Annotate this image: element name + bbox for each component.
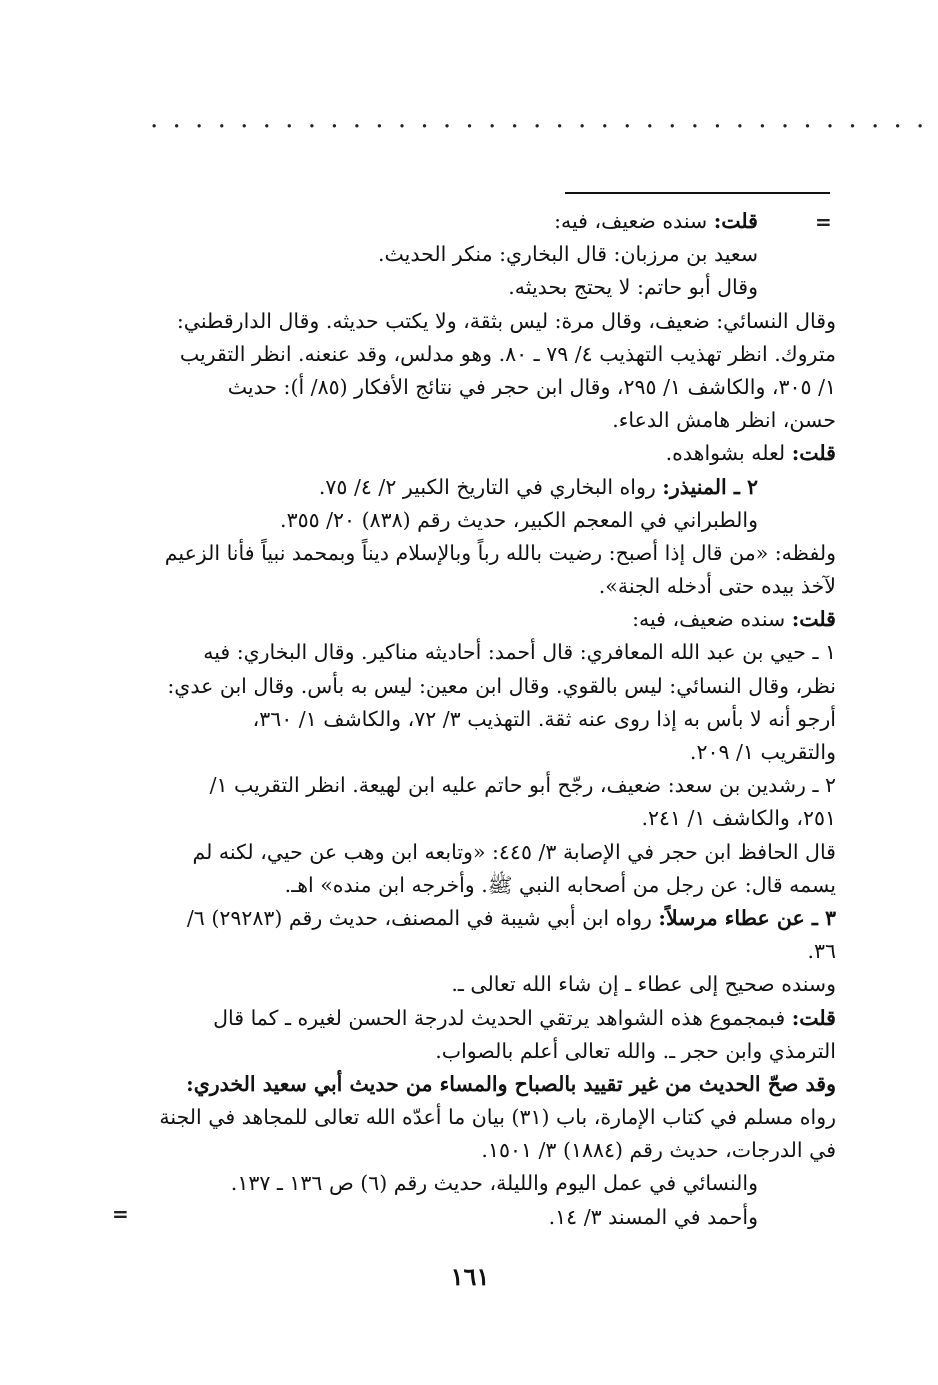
text-line (130, 1101, 836, 1134)
text-line (130, 869, 836, 902)
line-text: أرجو أنه لا بأس به إذا روى عنه ثقة. التهذيب ٣/ ٧٢، والكاشف ١/ ٣٦٠، (252, 706, 836, 731)
line-text: لعله بشواهده. (665, 441, 792, 466)
text-line (130, 1068, 836, 1101)
line-text: ١ ـ حيي بن عبد الله المعافري: قال أحمد: أحاديثه مناكير. وقال البخاري: فيه (203, 640, 836, 665)
text-line (130, 437, 836, 470)
text-line (130, 537, 836, 570)
line-text: سنده ضعيف، فيه: (632, 607, 792, 632)
text-line (130, 769, 836, 802)
text-line (130, 1035, 836, 1068)
text-line (130, 836, 836, 869)
text-line (130, 1002, 836, 1035)
bold-lead: قلت: (713, 209, 758, 233)
line-text: رواه ابن أبي شيبة في المصنف، حديث رقم (٢٩٢٨٣) ٦/ (186, 905, 659, 930)
line-text: رواه مسلم في كتاب الإمارة، باب (٣١) بيان ما أعدّه الله تعالى للمجاهد في الجنة (159, 1105, 836, 1130)
text-line (130, 1167, 836, 1200)
line-text: حسن، انظر هامش الدعاء. (612, 408, 836, 433)
line-text: الترمذي وابن حجر ـ. والله تعالى أعلم بالصواب. (435, 1038, 836, 1063)
text-line (130, 205, 836, 238)
text-line (130, 670, 836, 703)
line-text: رواه البخاري في التاريخ الكبير ٢/ ٤/ ٧٥. (318, 474, 663, 499)
line-text: متروك. انظر تهذيب التهذيب ٤/ ٧٩ ـ ٨٠. وهو مدلس، وقد عنعنه. انظر التقريب (179, 341, 836, 366)
text-line (130, 238, 836, 271)
continuation-mark-bottom: = (112, 1202, 129, 1226)
line-text: وسنده صحيح إلى عطاء ـ إن شاء الله تعالى ـ. (451, 972, 836, 997)
bold-lead: وقد صحّ الحديث من غير تقييد بالصباح والمساء من حديث أبي سعيد الخدري: (186, 1071, 836, 1096)
footnote-separator-rule (565, 192, 830, 194)
text-line (130, 305, 836, 338)
text-line (130, 603, 836, 636)
line-text: في الدرجات، حديث رقم (١٨٨٤) ٣/ ١٥٠١. (481, 1138, 836, 1163)
text-line (130, 703, 836, 736)
line-text: يسمه قال: عن رجل من أصحابه النبي ﷺ. وأخرجه ابن منده» اهـ. (284, 872, 836, 897)
text-line (130, 935, 836, 968)
continuation-mark-top: = (815, 210, 832, 234)
line-text: والنسائي في عمل اليوم والليلة، حديث رقم (٦) ص ١٣٦ ـ ١٣٧. (230, 1171, 758, 1196)
line-text: والتقريب ١/ ٢٠٩. (689, 740, 836, 764)
line-text: لآخذ بيده حتى أدخله الجنة». (598, 574, 836, 599)
line-text: ولفظه: «من قال إذا أصبح: رضيت بالله رباً وبالإسلام ديناً وبمحمد نبياً فأنا الزعيم (164, 540, 836, 565)
line-text: ٢٥١، والكاشف ١/ ٢٤١. (641, 806, 836, 831)
bold-lead: قلت: (791, 1005, 836, 1030)
text-line (130, 968, 836, 1001)
text-line (130, 504, 836, 537)
text-line (130, 736, 836, 769)
footnote-body-text (130, 205, 836, 1234)
line-text: ٣٦. (807, 939, 836, 964)
bold-lead: قلت: (791, 607, 836, 632)
text-line (130, 338, 836, 371)
line-text: وأحمد في المسند ٣/ ١٤. (548, 1204, 758, 1229)
text-line (130, 271, 836, 304)
line-text: ١/ ٣٠٥، والكاشف ١/ ٢٩٥، وقال ابن حجر في نتائج الأفكار (٨٥/ أ): حديث (227, 374, 836, 399)
text-line (130, 371, 836, 404)
line-text: سنده ضعيف، فيه: (554, 209, 714, 233)
header-dotted-rule: . . . . . . . . . . . . . . . . . . . . . . . . . . . . . . . . . . . (150, 104, 928, 134)
line-text: سعيد بن مرزبان: قال البخاري: منكر الحديث. (377, 242, 758, 267)
line-text: نظر، وقال النسائي: ليس بالقوي. وقال ابن معين: ليس به بأس. وقال ابن عدي: (167, 673, 836, 698)
page-number: ١٦١ (450, 1262, 490, 1291)
text-line (130, 471, 836, 504)
line-text: فبمجموع هذه الشواهد يرتقي الحديث لدرجة الحسن لغيره ـ كما قال (213, 1005, 792, 1030)
bold-lead: ٣ ـ عن عطاء مرسلاً: (658, 905, 836, 930)
text-line (130, 802, 836, 835)
text-line (130, 404, 836, 437)
line-text: قال الحافظ ابن حجر في الإصابة ٣/ ٤٤٥: «وتابعه ابن وهب عن حيي، لكنه لم (192, 839, 836, 864)
text-line (130, 636, 836, 669)
text-line (130, 1134, 836, 1167)
bold-lead: قلت: (791, 441, 836, 466)
text-line (130, 1201, 836, 1234)
text-line (130, 902, 836, 935)
line-text: والطبراني في المعجم الكبير، حديث رقم (٨٣٨) ٢٠/ ٣٥٥. (280, 507, 758, 532)
line-text: وقال النسائي: ضعيف، وقال مرة: ليس بثقة، ولا يكتب حديثه. وقال الدارقطني: (176, 308, 836, 333)
line-text: ٢ ـ رشدين بن سعد: ضعيف، رجّح أبو حاتم عليه ابن لهيعة. انظر التقريب ١/ (209, 773, 836, 798)
bold-lead: ٢ ـ المنيذر: (662, 474, 758, 499)
line-text: وقال أبو حاتم: لا يحتج بحديثه. (508, 275, 758, 300)
text-line (130, 570, 836, 603)
